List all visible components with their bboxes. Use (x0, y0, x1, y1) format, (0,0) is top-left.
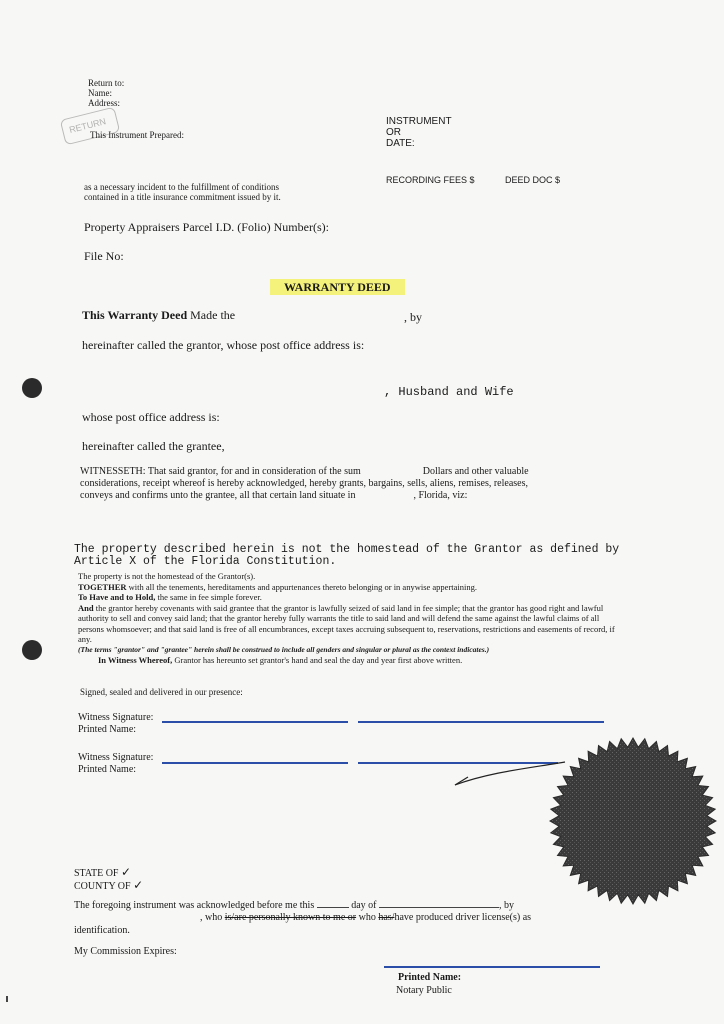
return-to-label: Return to: (88, 78, 125, 88)
signed-sealed: Signed, sealed and delivered in our presence: (80, 687, 243, 697)
document-title: WARRANTY DEED (270, 279, 405, 295)
incident-line-2: contained in a title insurance commitment issued by it. (84, 192, 281, 202)
ack-2b: is/are personally known to me or (224, 912, 357, 923)
grantee-line: hereinafter called the grantee, (82, 439, 225, 453)
witnesseth-line-2: considerations, receipt whereof is hereby acknowledged, hereby grants, bargains, sells, aliens, remises, releases, (80, 478, 528, 489)
witness-whereof-rest: Grantor has hereunto set grantor's hand and seal the day and year first above written. (172, 655, 463, 665)
county-check-mark: ✓ (133, 878, 144, 892)
homestead-line-1: The property described herein is not the homestead of the Grantor as defined by (74, 543, 620, 556)
witness1-signature-label: Witness Signature: (78, 712, 154, 723)
by-label: , by (404, 310, 422, 324)
ack-2a: , who (200, 912, 223, 923)
witness1-printed-name-label: Printed Name: (78, 724, 137, 735)
clause-terms: (The terms "grantor" and "grantee" herein shall be construed to include all genders and singular or plural as the context indicates.) (78, 644, 490, 654)
notary-public: Notary Public (396, 985, 452, 996)
witnesseth-3b: , Florida, viz: (413, 490, 468, 501)
witness2-sig-line (162, 762, 348, 764)
instrument-prepared-label: This Instrument Prepared: (90, 130, 184, 140)
grantor-address-line: hereinafter called the grantor, whose post office address is: (82, 338, 365, 352)
instrument-block (386, 116, 452, 149)
to-have-rest: the same in fee simple forever. (155, 592, 262, 602)
ack-day: day of (351, 900, 377, 911)
notary-seal-icon (548, 736, 718, 906)
husband-wife: , Husband and Wife (384, 385, 514, 399)
witnesseth-line-3 (80, 490, 529, 502)
incident-text (84, 182, 281, 202)
witnesseth-1a: WITNESSETH: That said grantor, for and in consideration of the sum (80, 466, 361, 477)
witness2-signature-label: Witness Signature: (78, 752, 154, 763)
clauses-block (78, 571, 618, 666)
recording-fees-label: RECORDING FEES $ (386, 175, 475, 185)
witness1-sig-line (162, 721, 348, 723)
notary-signature-line (384, 966, 600, 968)
county-of (74, 879, 143, 893)
identification: identification. (74, 925, 130, 936)
return-block (88, 78, 124, 108)
state-of-label: STATE OF (74, 868, 119, 879)
covenant-bold: And (78, 602, 94, 613)
file-no-label: File No: (84, 249, 124, 263)
clause-to-have (78, 592, 618, 603)
clause-together (78, 582, 618, 593)
or-label: OR (386, 127, 401, 138)
incident-line-1: as a necessary incident to the fulfillment of conditions (84, 182, 279, 192)
witness-whereof-bold: In Witness Whereof, (98, 655, 173, 665)
ack-by: , by (499, 900, 514, 911)
acknowledgment-line-2 (200, 912, 531, 924)
return-address-label: Address: (88, 98, 120, 108)
homestead-typed (74, 544, 619, 568)
county-of-label: COUNTY OF (74, 881, 131, 892)
made-line (82, 308, 235, 322)
date-label: DATE: (386, 138, 415, 149)
witnesseth-line-1 (80, 466, 529, 478)
witnesseth-1b: Dollars and other valuable (422, 466, 529, 477)
witnesseth (80, 466, 529, 502)
ack-2e: have produced driver license(s) as (394, 912, 532, 923)
clause-witness-whereof (78, 655, 618, 666)
clause-not-homestead: The property is not the homestead of the Grantor(s). (78, 571, 256, 581)
state-check-mark: ✓ (120, 865, 132, 879)
together-bold: TOGETHER (78, 581, 127, 592)
made-rest: Made the (187, 308, 236, 322)
homestead-line-2: Article X of the Florida Constitution. (74, 555, 337, 568)
stamp-text: RETURN (68, 116, 107, 135)
instrument-label: INSTRUMENT (386, 116, 452, 127)
punch-hole-bottom (22, 640, 42, 660)
witness2-printed-name-label: Printed Name: (78, 764, 137, 775)
notary-printed-name: Printed Name: (398, 972, 462, 983)
punch-hole-top (22, 378, 42, 398)
made-bold: This Warranty Deed (82, 308, 188, 322)
commission-expires: My Commission Expires: (74, 946, 177, 957)
together-rest: with all the tenements, hereditaments and appurtenances thereto belonging or in anywise appertaining. (126, 581, 478, 592)
return-name-label: Name: (88, 88, 112, 98)
witnesseth-3a: conveys and confirms unto the grantee, all that certain land situate in (80, 490, 356, 501)
ack-2d: has/ (378, 912, 395, 923)
witness1-sig-line-right (358, 721, 604, 723)
state-of (74, 866, 131, 880)
to-have-bold: To Have and to Hold, (78, 592, 156, 602)
parcel-id-label: Property Appraisers Parcel I.D. (Folio) Number(s): (84, 220, 329, 234)
clause-covenant (78, 603, 618, 645)
acknowledgment-line-1 (74, 900, 514, 912)
ack-2c: who (358, 912, 376, 923)
ack-1: The foregoing instrument was acknowledged before me this (74, 900, 315, 911)
grantee-address-line: whose post office address is: (82, 410, 220, 424)
deed-doc-label: DEED DOC $ (505, 175, 561, 185)
covenant-rest: the grantor hereby covenants with said grantee that the grantor is lawfully seized of said land in fee simple; that the grantor has good right and lawful authority to sell and convey said land; that the grantor hereby fully warrants the title to said land and will defend the same against the lawful claims of all persons whomsoever; and that said land is free of all encumbrances, except taxes accruing subsequent to, reservations, restrictions and easements of record, if any. (78, 602, 615, 644)
bottom-rule (6, 996, 8, 1002)
